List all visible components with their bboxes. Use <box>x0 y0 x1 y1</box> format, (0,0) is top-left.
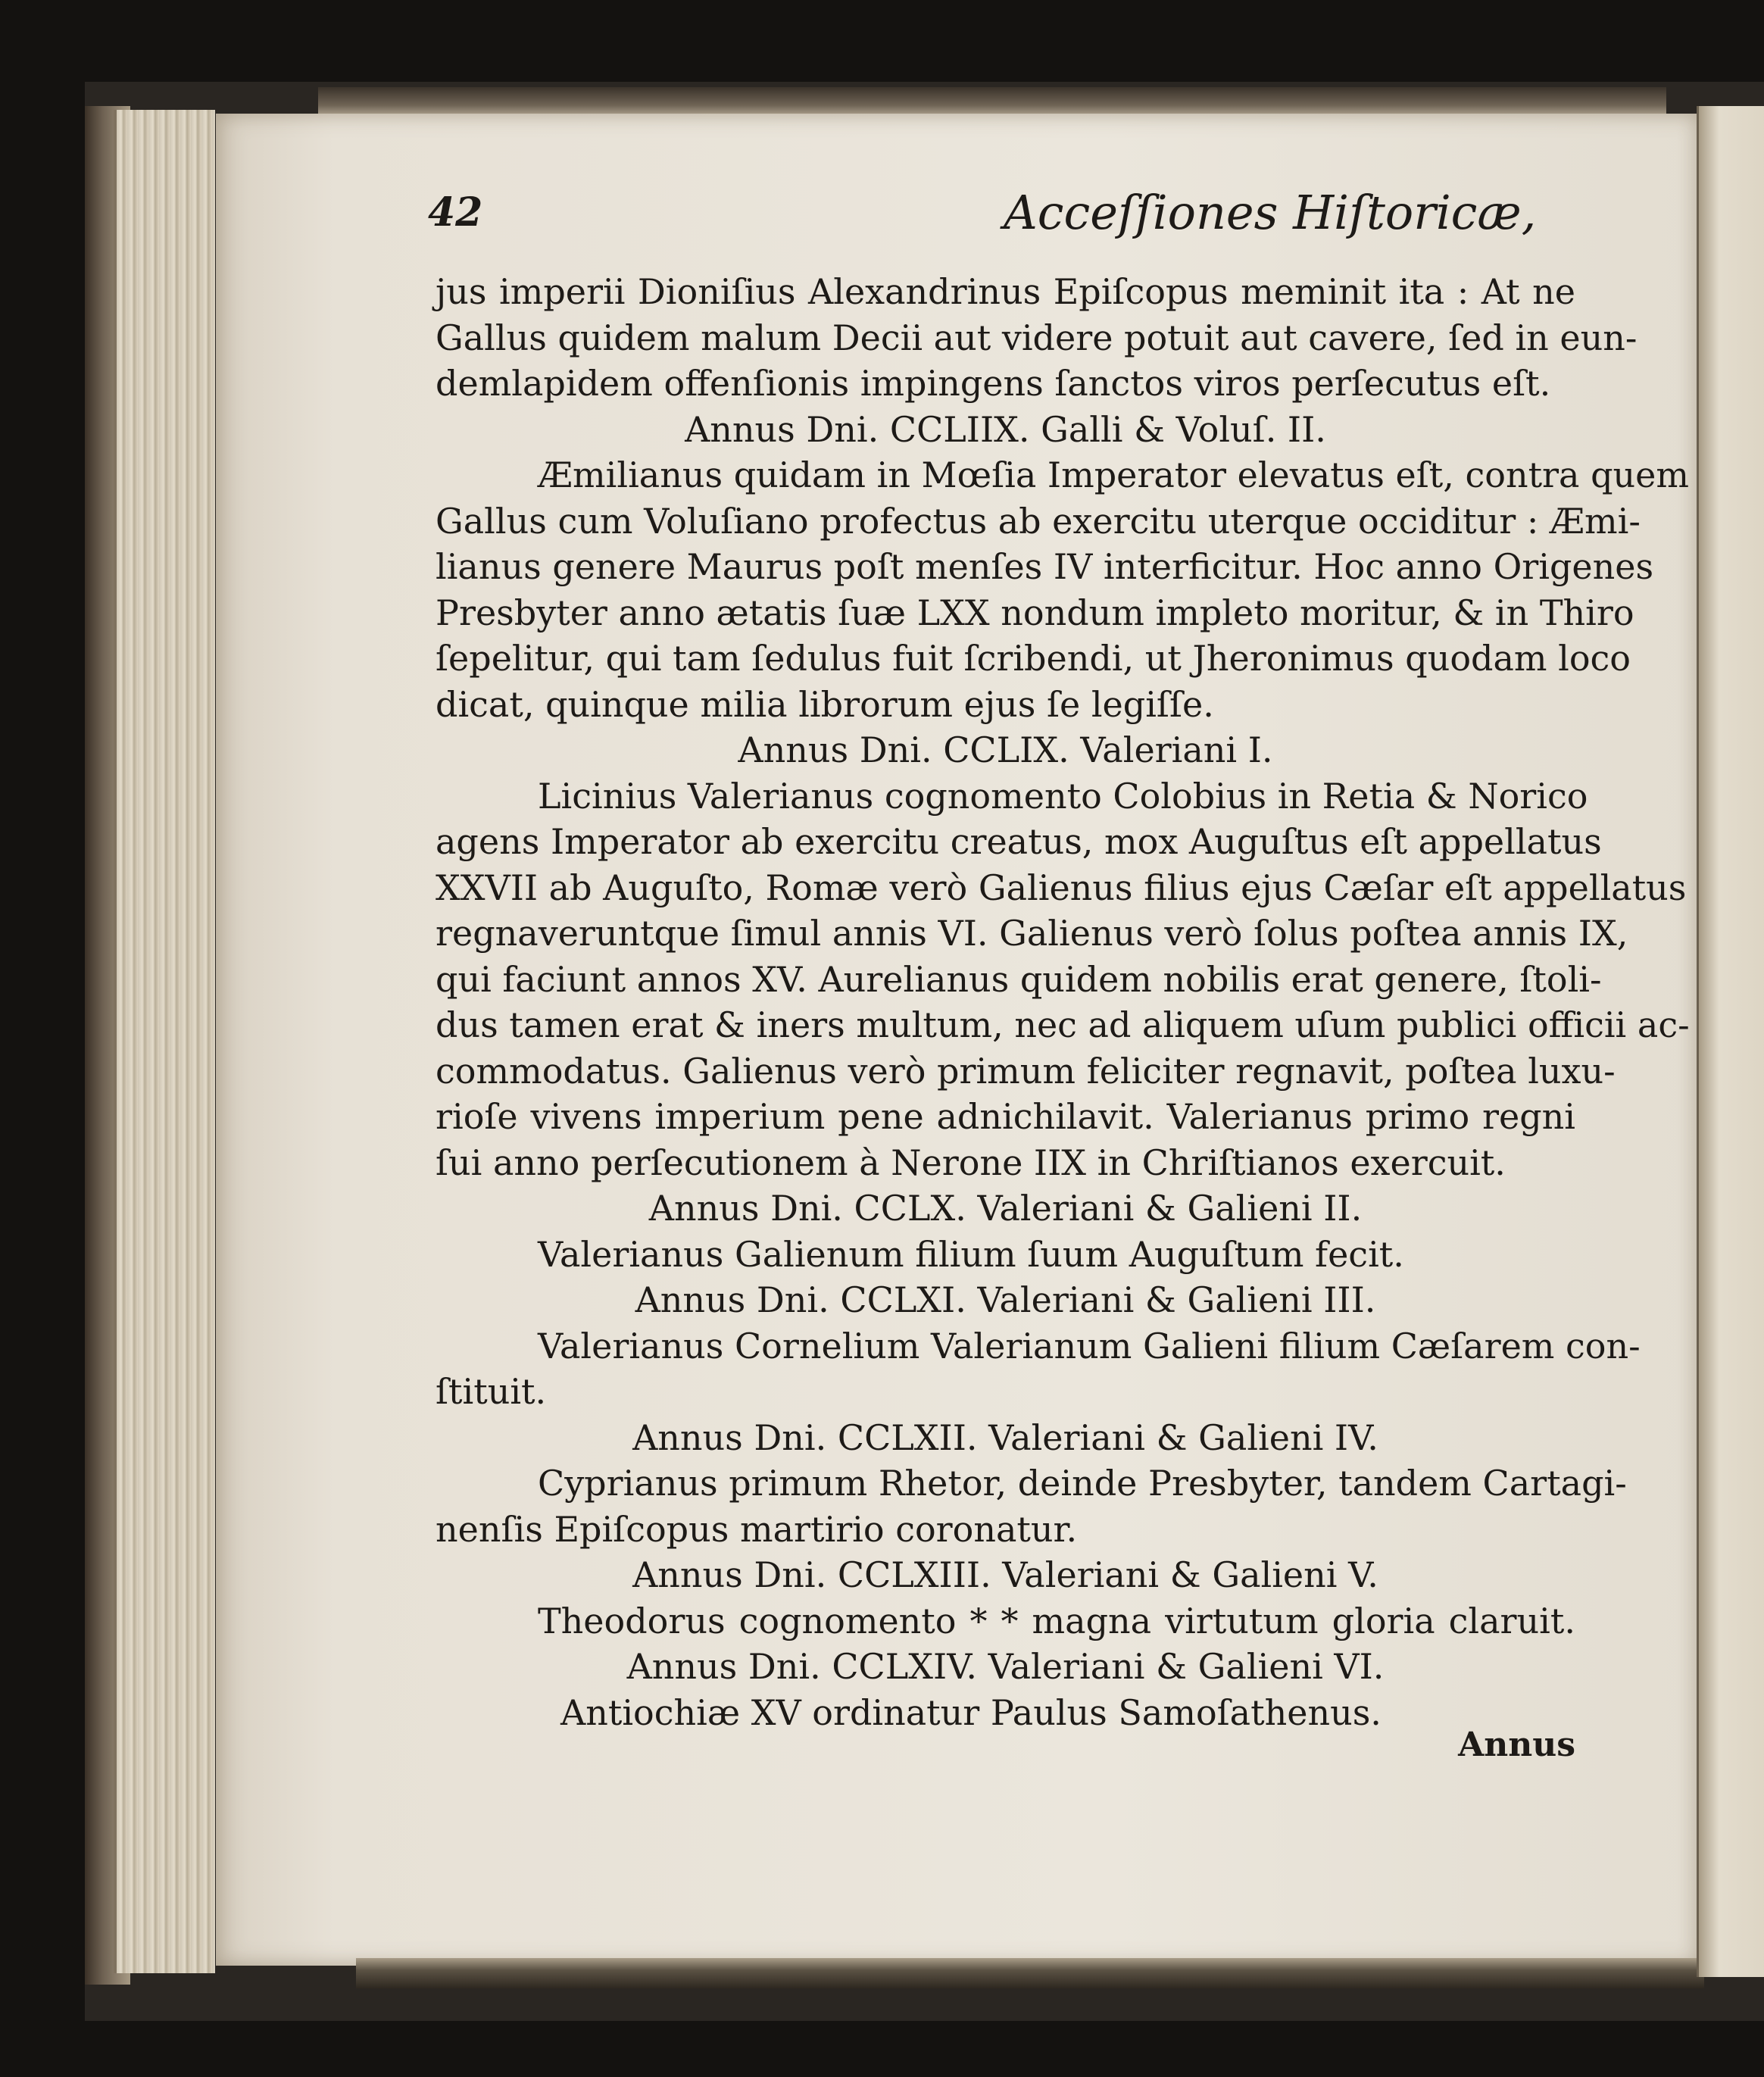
year-heading: Annus Dni. CCLXII. Valeriani & Galieni IV. <box>632 1416 1378 1458</box>
year-heading: Annus Dni. CCLXIV. Valeriani & Galieni VI. <box>626 1646 1385 1687</box>
page-header <box>216 185 1697 250</box>
text-line: Gallus quidem malum Decii aut videre potuit aut cavere, ſed in eun- <box>436 317 1638 358</box>
text-line: lianus genere Maurus poſt menſes IV interficitur. Hoc anno Origenes <box>436 546 1654 587</box>
catchword: Annus <box>1458 1726 1575 1764</box>
text-line: Æmilianus quidam in Mœſia Imperator elevatus eſt, contra quem <box>538 454 1689 495</box>
text-line: demlapidem offenſionis impingens ſanctos viros perſecutus eſt. <box>436 363 1551 404</box>
running-title: Acceſſiones Hiſtoricæ, <box>1004 185 1537 240</box>
text-line: Antiochiæ XV ordinatur Paulus Samoſathenus. <box>560 1691 1382 1733</box>
text-line: XXVII ab Auguſto, Romæ verò Galienus filius ejus Cæſar eſt appellatus <box>436 867 1687 908</box>
facing-page-edge <box>1697 106 1764 1977</box>
text-line: ſtituit. <box>436 1371 547 1412</box>
text-line: Valerianus Galienum filium ſuum Auguſtum fecit. <box>538 1233 1404 1275</box>
text-line: ſui anno perſecutionem à Nerone IIX in Chriſtianos exercuit. <box>436 1142 1506 1183</box>
text-line: dicat, quinque milia librorum ejus ſe legiſſe. <box>436 683 1214 725</box>
year-heading: Annus Dni. CCLIIX. Galli & Voluſ. II. <box>685 408 1326 450</box>
text-line: Licinius Valerianus cognomento Colobius in Retia & Norico <box>538 775 1588 817</box>
text-line: jus imperii Dioniſius Alexandrinus Epiſcopus meminit ita : At ne <box>436 271 1575 312</box>
catchword-container <box>436 1726 1575 1764</box>
year-heading: Annus Dni. CCLX. Valeriani & Galieni II. <box>648 1188 1363 1229</box>
text-line: regnaveruntque ſimul annis VI. Galienus verò ſolus poſtea annis IX, <box>436 913 1628 954</box>
text-line: dus tamen erat & iners multum, nec ad aliquem uſum publici officii ac- <box>436 1004 1690 1045</box>
top-edge <box>318 87 1666 117</box>
year-heading: Annus Dni. CCLIX. Valeriani I. <box>738 729 1273 770</box>
year-heading: Annus Dni. CCLXIII. Valeriani & Galieni V. <box>632 1554 1378 1595</box>
text-line: Cyprianus primum Rhetor, deinde Presbyter, tandem Cartagi- <box>538 1463 1627 1504</box>
text-line: rioſe vivens imperium pene adnichilavit. Valerianus primo regni <box>436 1096 1575 1137</box>
text-line: nenſis Epiſcopus martirio coronatur. <box>436 1508 1078 1550</box>
text-line: Theodorus cognomento * * magna virtutum gloria claruit. <box>538 1600 1575 1641</box>
text-line: Presbyter anno ætatis ſuæ LXX nondum impleto moritur, & in Thiro <box>436 592 1634 633</box>
year-heading: Annus Dni. CCLXI. Valeriani & Galieni III. <box>635 1279 1376 1320</box>
text-line: agens Imperator ab exercitu creatus, mox Auguſtus eſt appellatus <box>436 821 1602 862</box>
text-line: Gallus cum Voluſiano profectus ab exercitu uterque occiditur : Æmi- <box>436 500 1641 542</box>
text-line: commodatus. Galienus verò primum feliciter regnavit, poſtea luxu- <box>436 1050 1616 1092</box>
page-number: 42 <box>428 189 483 236</box>
text-block <box>436 269 1690 1735</box>
text-line: ſepelitur, qui tam ſedulus fuit ſcribendi, ut Jheronimus quodam loco <box>436 638 1631 679</box>
page-edges <box>114 110 215 1973</box>
text-line: Valerianus Cornelium Valerianum Galieni filium Cæſarem con- <box>538 1325 1641 1366</box>
text-line: qui faciunt annos XV. Aurelianus quidem nobilis erat genere, ſtoli- <box>436 958 1602 1000</box>
bottom-edge <box>356 1958 1704 1988</box>
